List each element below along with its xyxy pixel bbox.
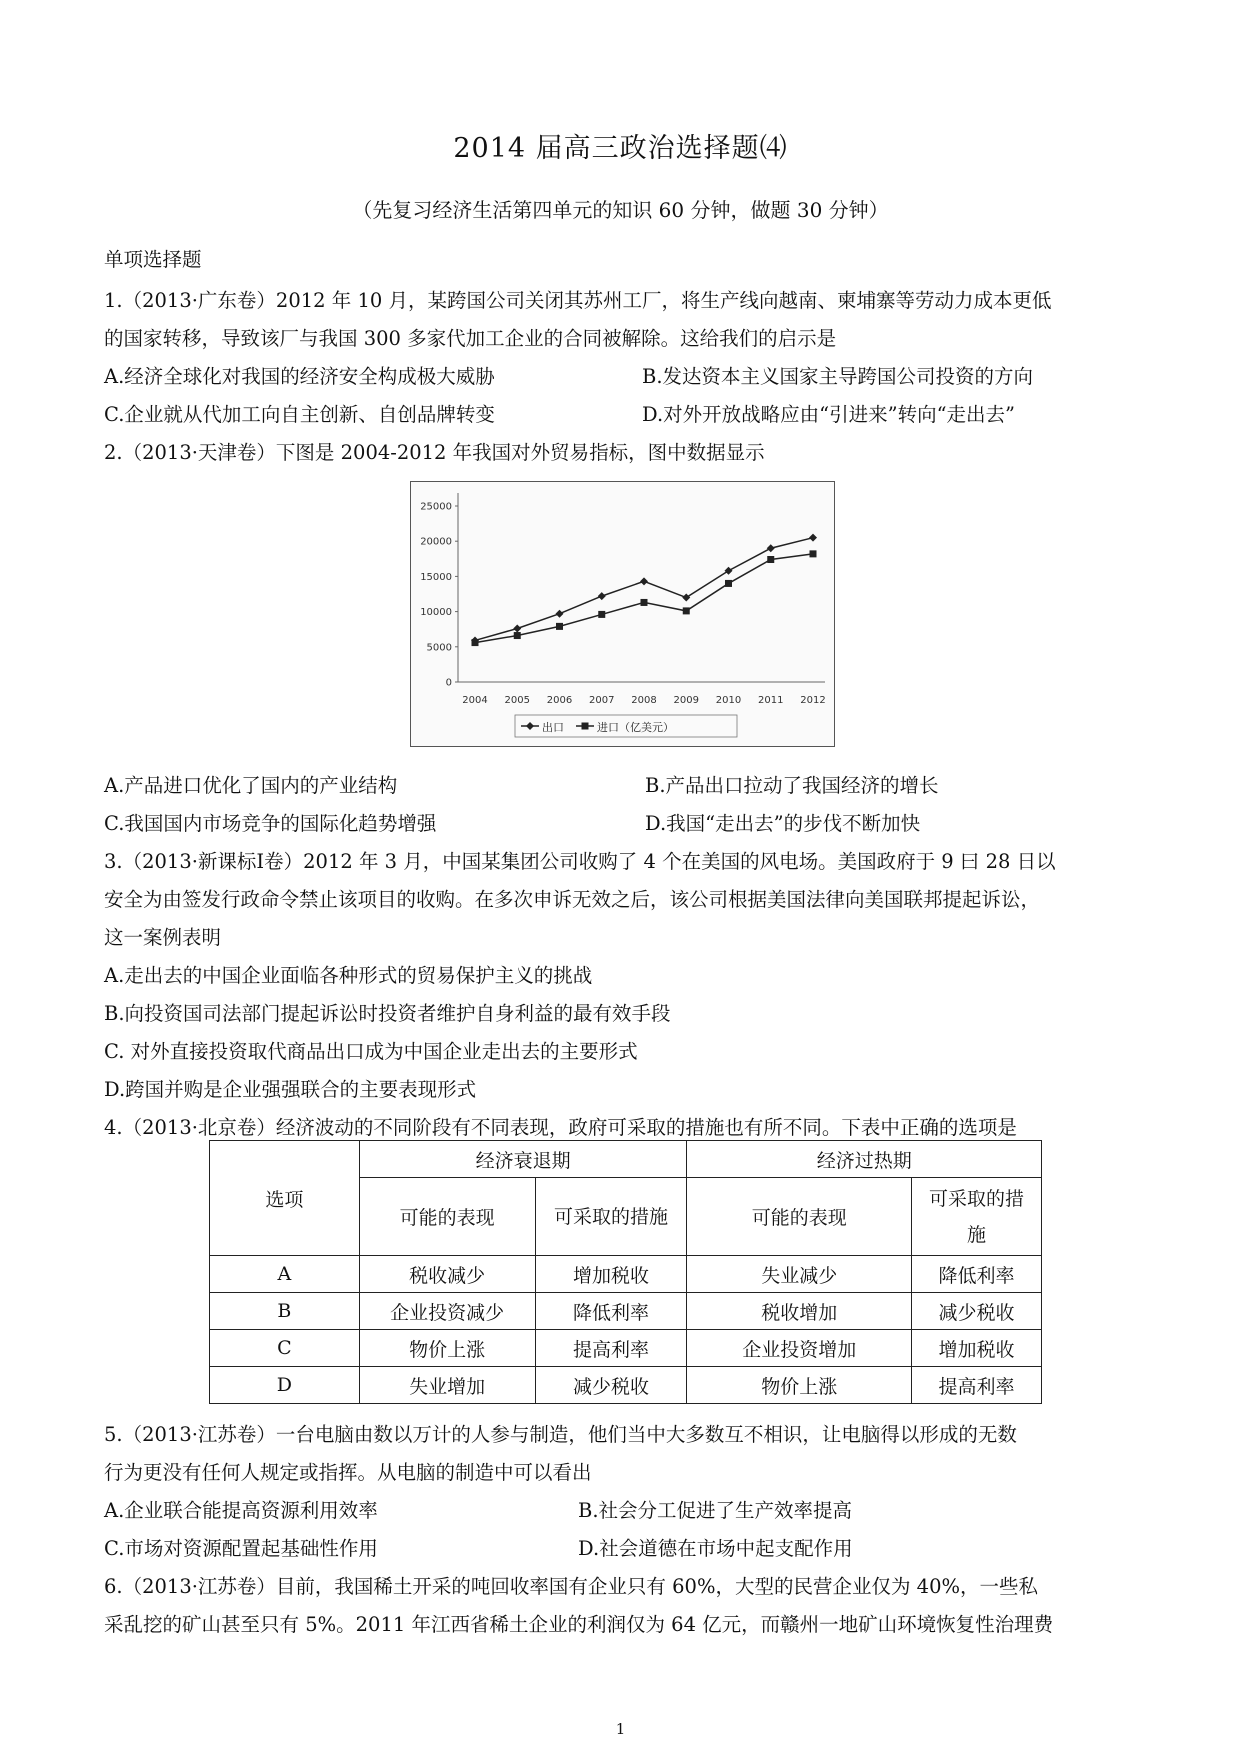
q5-option-c: C.市场对资源配置起基础性作用 [104,1537,378,1560]
import-data-point [810,550,817,557]
q6-stem-line1: 6.（2013·江苏卷）目前，我国稀土开采的吨回收率国有企业只有 60%，大型的民营企业仅为 40%，一些私 [104,1575,1039,1598]
y-tick-label: 0 [445,677,452,689]
y-tick-label: 25000 [420,501,452,513]
q3-option-b: B.向投资国司法部门提起诉讼时投资者维护自身利益的最有效手段 [104,1002,671,1025]
page-title: 2014 届高三政治选择题⑷ [453,133,788,164]
legend-export-label: 出口 [542,721,564,734]
row-a-recession-performance: 税收减少 [359,1256,535,1293]
header-overheat-measure: 可采取的措施 [912,1178,1042,1256]
header-option: 选项 [210,1141,360,1256]
x-tick-label: 2004 [462,695,488,706]
q5-option-b: B.社会分工促进了生产效率提高 [578,1499,853,1522]
row-b-overheat-measure: 减少税收 [912,1293,1042,1330]
q5-option-d: D.社会道德在市场中起支配作用 [578,1537,853,1560]
row-a-overheat-measure: 降低利率 [912,1256,1042,1293]
q5-stem-line2: 行为更没有任何人规定或指挥。从电脑的制造中可以看出 [104,1461,592,1484]
import-data-point [767,556,774,563]
row-b-overheat-performance: 税收增加 [687,1293,912,1330]
chart-background [410,481,835,747]
x-tick-labels [462,695,825,706]
q2-stem-line1: 2.（2013·天津卷）下图是 2004-2012 年我国对外贸易指标，图中数据显示 [104,441,765,464]
q3-option-d: D.跨国并购是企业强强联合的主要表现形式 [104,1078,477,1101]
table-row [210,1293,1042,1330]
trade-line-chart [410,481,835,747]
q1-option-c: C.企业就从代加工向自主创新、自创品牌转变 [104,403,495,426]
header-overheat: 经济过热期 [687,1141,1042,1178]
q5-stem-line1: 5.（2013·江苏卷）一台电脑由数以万计的人参与制造，他们当中大多数互不相识，让电脑得以形成的无数 [104,1423,1017,1446]
table-header-row [210,1141,1042,1178]
q3-option-c: C. 对外直接投资取代商品出口成为中国企业走出去的主要形式 [104,1040,638,1063]
y-tick-label: 10000 [420,607,452,619]
y-tick-label: 15000 [420,571,452,583]
row-c-overheat-performance: 企业投资增加 [687,1330,912,1367]
row-b-recession-performance: 企业投资减少 [359,1293,535,1330]
row-d-recession-performance: 失业增加 [359,1367,535,1404]
import-data-point [472,639,479,646]
import-data-point [598,611,605,618]
x-tick-label: 2007 [589,695,615,706]
page-subtitle: （先复习经济生活第四单元的知识 60 分钟，做题 30 分钟） [352,198,889,222]
x-tick-label: 2010 [715,695,742,706]
row-d-overheat-measure: 提高利率 [912,1367,1042,1404]
q3-stem-line2: 安全为由签发行政命令禁止该项目的收购。在多次申诉无效之后，该公司根据美国法律向美国联邦提起诉讼， [104,888,1041,911]
economic-cycle-table [209,1140,1042,1404]
q2-option-b: B.产品出口拉动了我国经济的增长 [645,774,939,797]
header-recession-measure: 可采取的措施 [535,1178,687,1256]
row-d-overheat-performance: 物价上涨 [687,1367,912,1404]
q2-option-d: D.我国“走出去”的步伐不断加快 [645,812,921,835]
import-data-point [725,580,732,587]
x-tick-label: 2009 [673,695,699,706]
table-row [210,1367,1042,1404]
q3-stem-line3: 这一案例表明 [104,926,222,949]
import-data-point [514,632,521,639]
row-b-recession-measure: 降低利率 [535,1293,687,1330]
legend-import-label: 进口（亿美元） [597,721,674,734]
q1-stem-line2: 的国家转移，导致该厂与我国 300 多家代加工企业的合同被解除。这给我们的启示是 [104,327,837,350]
row-c-recession-measure: 提高利率 [535,1330,687,1367]
row-b-option: B [210,1293,360,1330]
table-row [210,1330,1042,1367]
header-recession: 经济衰退期 [359,1141,687,1178]
x-tick-label: 2012 [800,695,826,706]
q3-option-a: A.走出去的中国企业面临各种形式的贸易保护主义的挑战 [104,964,593,987]
q3-stem-line1: 3.（2013·新课标Ⅰ卷）2012 年 3 月，中国某集团公司收购了 4 个在美国的风电场。美国政府于 9 曰 28 日以 [104,850,1056,873]
q6-stem-line2: 采乱挖的矿山甚至只有 5%。2011 年江西省稀土企业的利润仅为 64 亿元，而赣州一地矿山环境恢复性治理费 [104,1613,1054,1636]
row-a-overheat-performance: 失业减少 [687,1256,912,1293]
q4-stem-line1: 4.（2013·北京卷）经济波动的不同阶段有不同表现，政府可采取的措施也有所不同。下表中正确的选项是 [104,1116,1017,1139]
q1-option-a: A.经济全球化对我国的经济安全构成极大威胁 [104,365,495,388]
row-c-recession-performance: 物价上涨 [359,1330,535,1367]
q1-stem-line1: 1.（2013·广东卷）2012 年 10 月，某跨国公司关闭其苏州工厂，将生产线向越南、柬埔寨等劳动力成本更低 [104,289,1052,312]
import-data-point [641,599,648,606]
q2-option-c: C.我国国内市场竞争的国际化趋势增强 [104,812,437,835]
q2-option-a: A.产品进口优化了国内的产业结构 [104,774,398,797]
row-c-option: C [210,1330,360,1367]
y-tick-label: 5000 [426,642,452,654]
import-data-point [556,623,563,630]
row-a-option: A [210,1256,360,1293]
x-tick-label: 2008 [631,695,657,706]
import-data-point [683,607,690,614]
row-c-overheat-measure: 增加税收 [912,1330,1042,1367]
y-tick-label: 20000 [420,536,452,548]
section-heading: 单项选择题 [104,248,202,271]
header-recession-performance: 可能的表现 [359,1178,535,1256]
q5-option-a: A.企业联合能提高资源利用效率 [104,1499,378,1522]
row-d-option: D [210,1367,360,1404]
x-tick-label: 2011 [758,695,784,706]
x-tick-label: 2006 [546,695,573,706]
x-tick-label: 2005 [504,695,530,706]
row-a-recession-measure: 增加税收 [535,1256,687,1293]
header-overheat-performance: 可能的表现 [687,1178,912,1256]
table-row [210,1256,1042,1293]
row-d-recession-measure: 减少税收 [535,1367,687,1404]
q1-option-d: D.对外开放战略应由“引进来”转向“走出去” [642,403,1016,426]
legend-import-marker [582,723,589,730]
page-number: 1 [615,1720,626,1738]
q1-option-b: B.发达资本主义国家主导跨国公司投资的方向 [642,365,1034,388]
